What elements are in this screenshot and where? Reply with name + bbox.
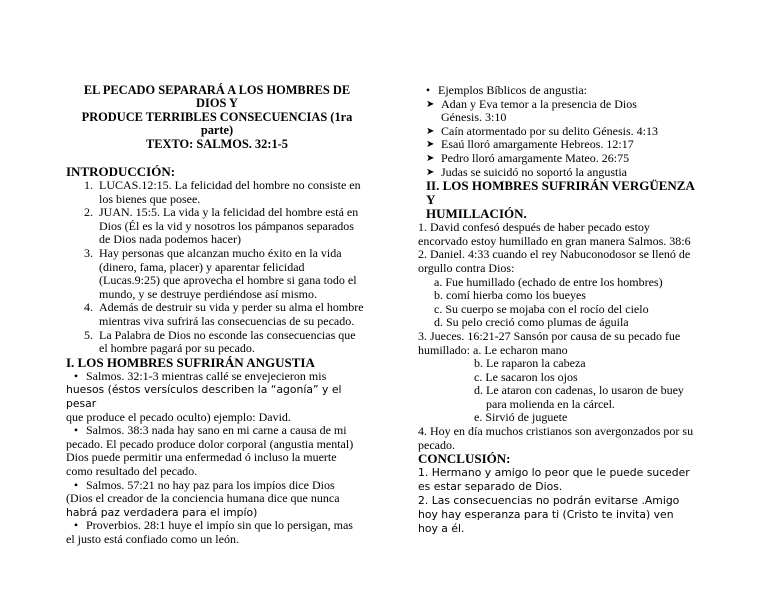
intro-item: 1. LUCAS.12:15. La felicidad del hombre no consiste en los bienes que posee. xyxy=(84,178,361,206)
list-item: d. Le ataron con cadenas, lo usaron de buey xyxy=(474,383,684,398)
example-item: ➤ Pedro lloró amargamente Mateo. 26:75 xyxy=(426,150,630,165)
title-line: PRODUCE TERRIBLES CONSECUENCIAS (1ra parte) xyxy=(81,109,353,138)
section1-bullet: • Salmos. 32:1-3 mientras callé se envejecieron mis huesos (éstos versículos describen la “agonía” y el pesar que produce el pecado oculto) ejemplo: David. xyxy=(66,368,342,424)
example-item: ➤ Adan y Eva temor a la presencia de Dios Génesis. 3:10 xyxy=(426,96,637,125)
intro-item: 2. JUAN. 15:5. La vida y la felicidad del hombre está en Dios (Él es la vid y nosotros los pámpanos separados de Dios nada podemos hacer) xyxy=(84,205,359,247)
title-line: EL PECADO SEPARARÁ A LOS HOMBRES DE DIOS Y xyxy=(83,83,351,111)
bullet-icon: • xyxy=(425,83,431,97)
list-item: b. Le raparon la cabeza xyxy=(474,356,586,371)
right-column xyxy=(418,84,696,536)
list-item: c. Le sacaron los ojos xyxy=(474,369,578,384)
example-item: ➤ Esaú lloró amargamente Hebreos. 12:17 xyxy=(426,137,634,152)
section1-heading: I. LOS HOMBRES SUFRIRÁN ANGUSTIA xyxy=(66,354,315,370)
section1-bullet: • Salmos. 38:3 nada hay sano en mi carne a causa de mi pecado. El pecado produce dolor corporal (angustia mental) Dios puede permitir una enfermedad ó incluso la muerte como resultado del pecado. xyxy=(66,423,354,478)
bullet-icon: • xyxy=(73,518,79,533)
arrow-bullet-icon: ➤ xyxy=(426,98,435,110)
paragraph-3: 3. Jueces. 16:21-27 Sansón por causa de su pecado fue humillado: a. Le echaron mano b. Le raparon la cabeza c. Le sacaron los ojos d. Le ataron con cadenas, lo usaron de buey para molienda en la cárcel. e. Sirvió de juguete xyxy=(418,330,696,425)
list-item: e. Sirvió de juguete xyxy=(474,410,568,425)
section1-bullet: • Salmos. 57:21 no hay paz para los impíos dice Dios (Dios el creador de la conciencia humana dice que nunca habrá paz verdadera para el impío) xyxy=(66,477,340,519)
paragraph-2: 2. Daniel. 4:33 cuando el rey Nabuconodosor se llenó de orgullo contra Dios: xyxy=(418,247,691,275)
list-item: c. Su cuerpo se mojaba con el rocío del cielo xyxy=(434,301,649,316)
intro-list xyxy=(66,179,366,356)
intro-item: 5. La Palabra de Dios no esconde las consecuencias que el hombre pagará por su pecado. xyxy=(84,327,356,356)
arrow-bullet-icon: ➤ xyxy=(426,166,435,178)
bullet-icon: • xyxy=(73,423,79,438)
paragraph-1: 1. David confesó después de haber pecado estoy encorvado estoy humillado en gran manera Salmos. 38:6 xyxy=(418,220,691,248)
example-item: ➤ Caín atormentado por su delito Génesis. 4:13 xyxy=(426,123,658,138)
intro-heading: INTRODUCCIÓN: xyxy=(66,164,176,180)
bullet-icon: • xyxy=(73,368,79,383)
left-column xyxy=(66,84,366,546)
examples-heading: • Ejemplos Bíblicos de angustia: xyxy=(418,84,696,98)
section2-heading: II. LOS HOMBRES SUFRIRÁN VERGÜENZA Y HUMILLACIÓN. xyxy=(426,178,695,222)
intro-item: 3. Hay personas que alcanzan mucho éxito en la vida (dinero, fama, placer) y aparentar felicidad (Lucas.9:25) que aprovecha el hombre si gana todo el mundo, y se destruye perdiéndose así mismo. xyxy=(84,246,357,301)
conclusion-1: 1. Hermano y amigo lo peor que le puede suceder es estar separado de Dios. xyxy=(418,466,690,494)
conclusion-2: 2. Las consecuencias no podrán evitarse .Amigo hoy hay esperanza para ti (Cristo te invita) ven hoy a él. xyxy=(418,494,680,536)
arrow-bullet-icon: ➤ xyxy=(426,139,435,151)
title-line: TEXTO: SALMOS. 32:1-5 xyxy=(146,136,288,151)
intro-item: 4. Además de destruir su vida y perder su alma el hombre mientras viva sufrirá las consecuencias de su pecado. xyxy=(84,300,364,328)
list-item: d. Su pelo creció como plumas de águila xyxy=(434,315,629,330)
list-item: b. comí hierba como los bueyes xyxy=(434,288,586,303)
document-title xyxy=(68,84,366,151)
arrow-bullet-icon: ➤ xyxy=(426,125,435,137)
conclusion-heading: CONCLUSIÓN: xyxy=(418,451,511,467)
examples-list xyxy=(418,98,696,180)
paragraph-2-list xyxy=(418,276,696,330)
bullet-icon: • xyxy=(73,477,79,492)
list-item: a. Fue humillado (echado de entre los hombres) xyxy=(434,274,663,289)
arrow-bullet-icon: ➤ xyxy=(426,152,435,164)
paragraph-4: 4. Hoy en día muchos cristianos son avergonzados por su pecado. xyxy=(418,424,694,452)
section1-bullet: • Proverbios. 28:1 huye el impío sin que lo persigan, mas el justo está confiado como un león. xyxy=(66,518,353,546)
example-item: ➤ Judas se suicidó no soportó la angustia xyxy=(426,164,627,179)
